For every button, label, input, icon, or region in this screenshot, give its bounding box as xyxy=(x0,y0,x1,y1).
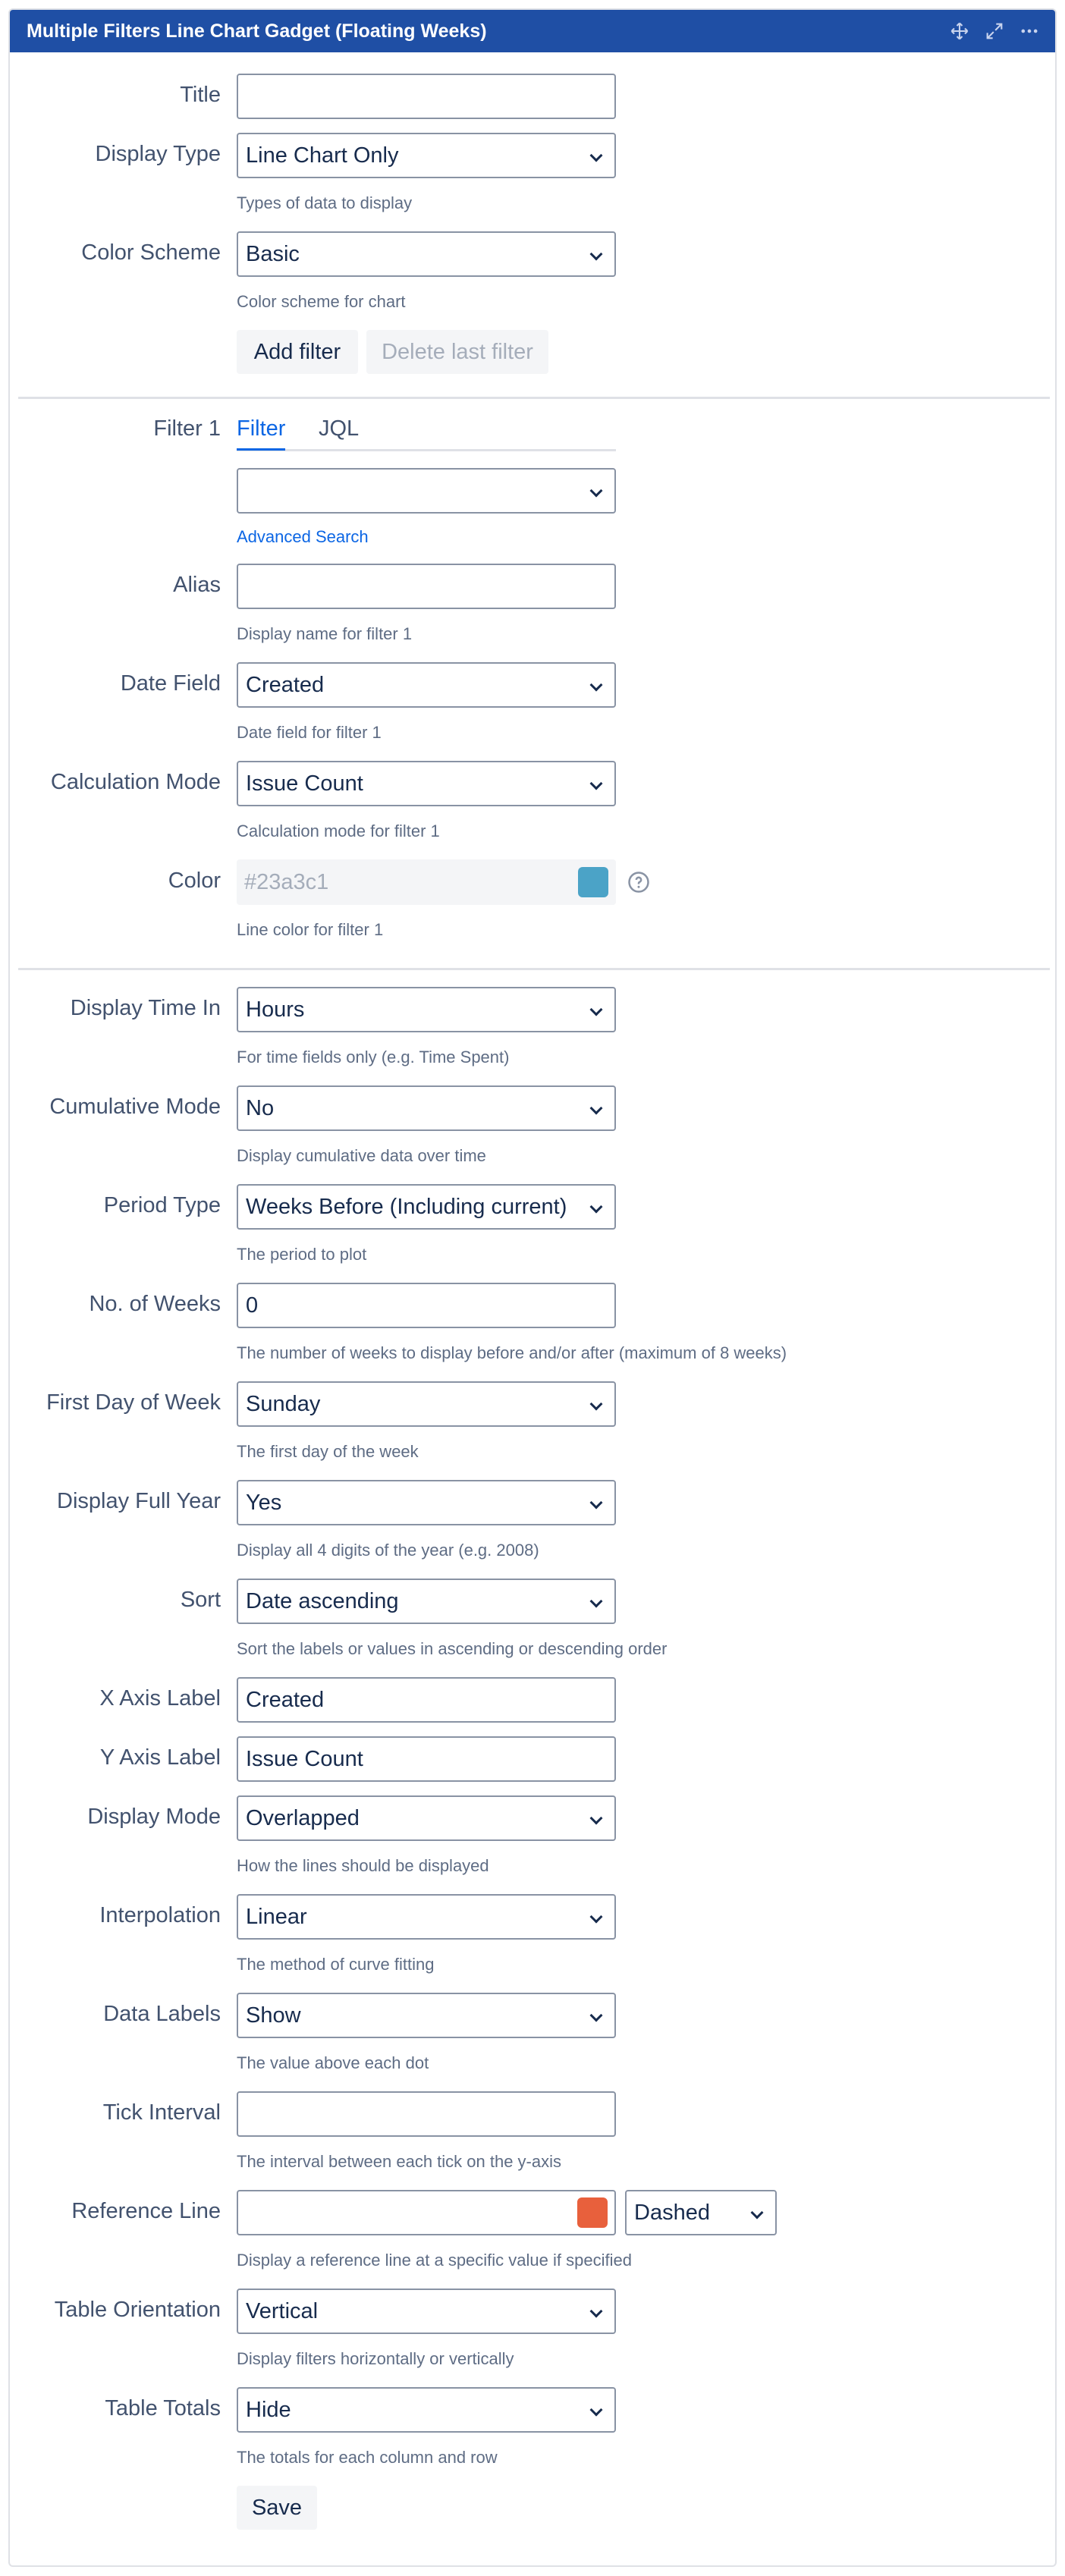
sort-select[interactable]: Date ascending xyxy=(237,1579,616,1624)
alias-input[interactable] xyxy=(237,564,616,609)
alias-label: Alias xyxy=(173,573,221,597)
date-field-select[interactable]: Created xyxy=(237,662,616,708)
reference-line-color-swatch[interactable] xyxy=(577,2197,608,2228)
data-labels-help: The value above each dot xyxy=(237,2053,429,2072)
advanced-search-link[interactable]: Advanced Search xyxy=(237,527,369,546)
tick-interval-label: Tick Interval xyxy=(102,2100,221,2125)
color-swatch[interactable] xyxy=(578,867,608,897)
period-type-help: The period to plot xyxy=(237,1245,367,1264)
gadget-panel xyxy=(8,8,1057,2567)
data-labels-label: Data Labels xyxy=(103,2002,221,2026)
display-type-select[interactable]: Line Chart Only xyxy=(237,133,616,178)
display-mode-label: Display Mode xyxy=(87,1805,221,1829)
display-type-label: Display Type xyxy=(95,142,221,166)
tab-filter[interactable]: Filter xyxy=(237,416,286,441)
color-input[interactable]: #23a3c1 xyxy=(237,859,616,905)
calculation-mode-select[interactable]: Issue Count xyxy=(237,761,616,806)
full-year-help: Display all 4 digits of the year (e.g. 2008) xyxy=(237,1541,539,1560)
expand-icon[interactable] xyxy=(984,20,1005,42)
section-divider xyxy=(18,397,1050,399)
reference-line-input[interactable] xyxy=(237,2190,616,2235)
display-time-help: For time fields only (e.g. Time Spent) xyxy=(237,1048,510,1067)
tick-interval-help: The interval between each tick on the y-axis xyxy=(237,2152,562,2171)
display-time-select[interactable]: Hours xyxy=(237,987,616,1032)
reference-line-style-select[interactable]: Dashed xyxy=(625,2190,777,2235)
cumulative-mode-label: Cumulative Mode xyxy=(49,1095,221,1119)
weeks-help: The number of weeks to display before and/or after (maximum of 8 weeks) xyxy=(237,1343,787,1362)
x-axis-input[interactable]: Created xyxy=(237,1677,616,1723)
sort-help: Sort the labels or values in ascending or descending order xyxy=(237,1639,668,1658)
gadget-header xyxy=(10,10,1055,52)
filter-tabs xyxy=(237,416,616,451)
table-totals-select[interactable]: Hide xyxy=(237,2387,616,2433)
full-year-select[interactable]: Yes xyxy=(237,1480,616,1525)
add-filter-button[interactable]: Add filter xyxy=(237,330,358,374)
move-icon[interactable] xyxy=(949,20,970,42)
alias-help: Display name for filter 1 xyxy=(237,624,413,643)
date-field-label: Date Field xyxy=(120,671,221,696)
table-totals-help: The totals for each column and row xyxy=(237,2448,498,2467)
cumulative-mode-help: Display cumulative data over time xyxy=(237,1146,486,1165)
calculation-mode-help: Calculation mode for filter 1 xyxy=(237,821,440,840)
table-orientation-select[interactable]: Vertical xyxy=(237,2289,616,2334)
display-mode-help: How the lines should be displayed xyxy=(237,1856,489,1875)
display-type-help: Types of data to display xyxy=(237,193,413,212)
tick-interval-input[interactable] xyxy=(237,2091,616,2137)
color-scheme-label: Color Scheme xyxy=(81,240,221,265)
table-orientation-help: Display filters horizontally or vertically xyxy=(237,2349,514,2368)
reference-line-label: Reference Line xyxy=(71,2199,221,2223)
y-axis-label: Y Axis Label xyxy=(99,1745,221,1770)
calculation-mode-label: Calculation Mode xyxy=(50,770,221,794)
save-button[interactable]: Save xyxy=(237,2486,317,2530)
title-input[interactable] xyxy=(237,74,616,119)
reference-line-help: Display a reference line at a specific value if specified xyxy=(237,2251,632,2270)
filter-1-label: Filter 1 xyxy=(153,416,221,441)
interpolation-select[interactable]: Linear xyxy=(237,1894,616,1940)
first-day-help: The first day of the week xyxy=(237,1442,419,1461)
color-scheme-select[interactable]: Basic xyxy=(237,231,616,277)
sort-label: Sort xyxy=(180,1588,221,1612)
gadget-title: Multiple Filters Line Chart Gadget (Floating Weeks) xyxy=(27,20,487,42)
color-scheme-help: Color scheme for chart xyxy=(237,292,406,311)
filter-select[interactable] xyxy=(237,468,616,514)
full-year-label: Display Full Year xyxy=(57,1489,221,1513)
delete-last-filter-button[interactable]: Delete last filter xyxy=(366,330,548,374)
x-axis-label: X Axis Label xyxy=(99,1686,221,1711)
table-orientation-label: Table Orientation xyxy=(54,2298,221,2322)
first-day-label: First Day of Week xyxy=(46,1390,221,1415)
interpolation-label: Interpolation xyxy=(99,1903,221,1927)
color-label: Color xyxy=(168,869,221,893)
more-icon[interactable] xyxy=(1019,20,1040,42)
data-labels-select[interactable]: Show xyxy=(237,1993,616,2038)
table-totals-label: Table Totals xyxy=(105,2396,221,2420)
help-icon[interactable] xyxy=(627,871,650,894)
period-type-label: Period Type xyxy=(103,1193,221,1217)
interpolation-help: The method of curve fitting xyxy=(237,1955,435,1974)
first-day-select[interactable]: Sunday xyxy=(237,1381,616,1427)
tab-jql[interactable]: JQL xyxy=(319,416,360,441)
weeks-input[interactable]: 0 xyxy=(237,1283,616,1328)
display-mode-select[interactable]: Overlapped xyxy=(237,1795,616,1841)
weeks-label: No. of Weeks xyxy=(89,1292,221,1316)
cumulative-mode-select[interactable]: No xyxy=(237,1085,616,1131)
y-axis-input[interactable]: Issue Count xyxy=(237,1736,616,1782)
period-type-select[interactable]: Weeks Before (Including current) xyxy=(237,1184,616,1230)
display-time-label: Display Time In xyxy=(70,996,221,1020)
color-help: Line color for filter 1 xyxy=(237,920,384,939)
title-label: Title xyxy=(180,83,221,107)
section-divider xyxy=(18,968,1050,970)
date-field-help: Date field for filter 1 xyxy=(237,723,382,742)
